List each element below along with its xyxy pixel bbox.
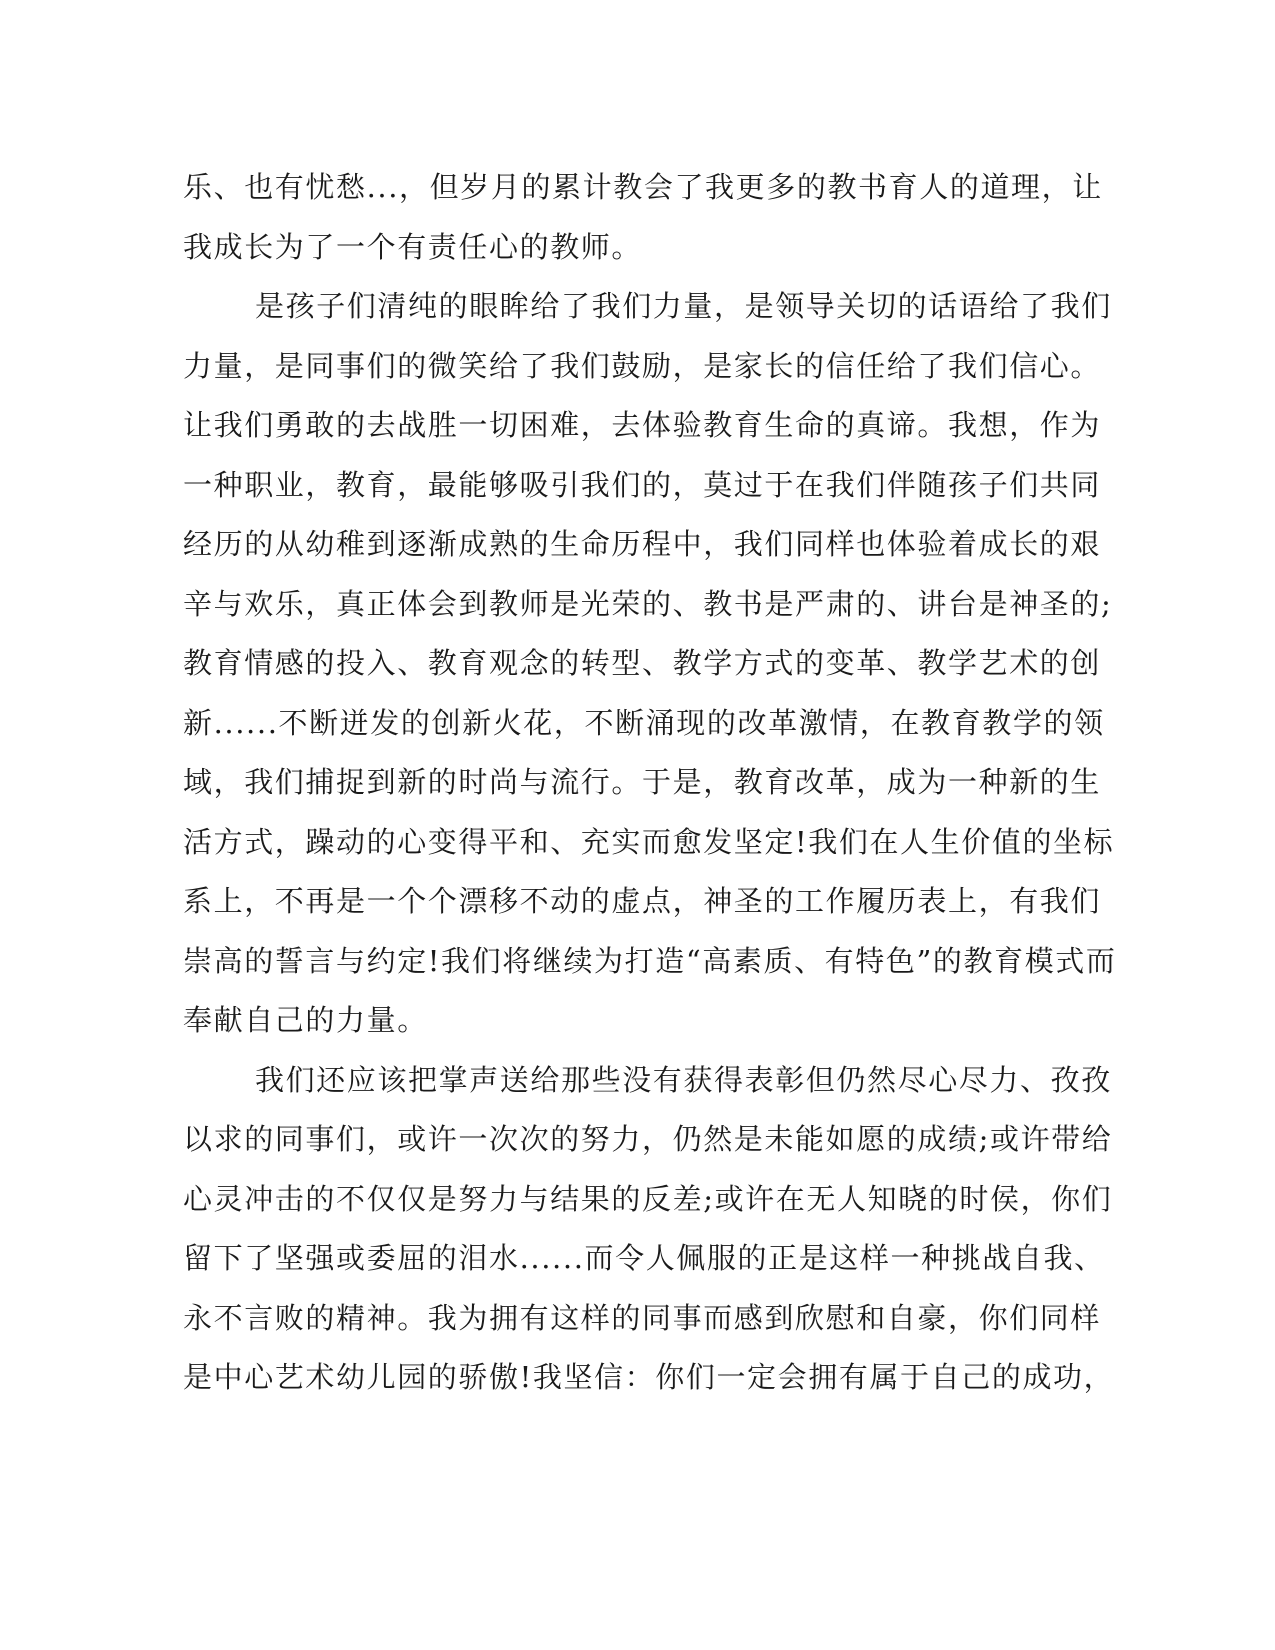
text-line: 是孩子们清纯的眼眸给了我们力量，是领导关切的话语给了我们 — [255, 289, 1112, 323]
text-line: 新......不断迸发的创新火花，不断涌现的改革激情，在教育教学的领 — [183, 705, 1105, 740]
text-line: 以求的同事们，或许一次次的努力，仍然是未能如愿的成绩;或许带给 — [183, 1122, 1113, 1156]
text-line: 奉献自己的力量。 — [183, 1003, 428, 1037]
text-line: 留下了坚强或委屈的泪水......而令人佩服的正是这样一种挑战自我、 — [183, 1241, 1105, 1275]
text-line: 我们还应该把掌声送给那些没有获得表彰但仍然尽心尽力、孜孜 — [255, 1062, 1112, 1097]
body-text — [183, 158, 1117, 1408]
text-line: 一种职业，教育，最能够吸引我们的，莫过于在我们伴随孩子们共同 — [183, 467, 1102, 502]
text-line: 崇高的誓言与约定!我们将继续为打造“高素质、有特色”的教育模式而 — [183, 943, 1117, 978]
text-line: 心灵冲击的不仅仅是努力与结果的反差;或许在无人知晓的时侯，你们 — [183, 1181, 1113, 1216]
text-line: 永不言败的精神。我为拥有这样的同事而感到欣慰和自豪，你们同样 — [183, 1300, 1102, 1335]
text-line: 力量，是同事们的微笑给了我们鼓励，是家长的信任给了我们信心。 — [183, 348, 1102, 383]
text-line: 系上，不再是一个个漂移不动的虚点，神圣的工作履历表上，有我们 — [183, 884, 1102, 918]
text-line: 让我们勇敢的去战胜一切困难，去体验教育生命的真谛。我想，作为 — [183, 408, 1102, 442]
text-line: 我成长为了一个有责任心的教师。 — [183, 229, 643, 264]
text-line: 教育情感的投入、教育观念的转型、教学方式的变革、教学艺术的创 — [183, 646, 1102, 680]
text-line: 活方式，躁动的心变得平和、充实而愈发坚定!我们在人生价值的坐标 — [183, 824, 1115, 859]
text-line: 经历的从幼稚到逐渐成熟的生命历程中，我们同样也体验着成长的艰 — [183, 527, 1102, 561]
text-line: 域，我们捕捉到新的时尚与流行。于是，教育改革，成为一种新的生 — [183, 765, 1102, 799]
text-line: 乐、也有忧愁...，但岁月的累计教会了我更多的教书育人的道理，让 — [183, 170, 1103, 204]
text-line: 辛与欢乐，真正体会到教师是光荣的、教书是严肃的、讲台是神圣的; — [183, 586, 1113, 621]
text-line: 是中心艺术幼儿园的骄傲!我坚信：你们一定会拥有属于自己的成功， — [183, 1360, 1115, 1394]
